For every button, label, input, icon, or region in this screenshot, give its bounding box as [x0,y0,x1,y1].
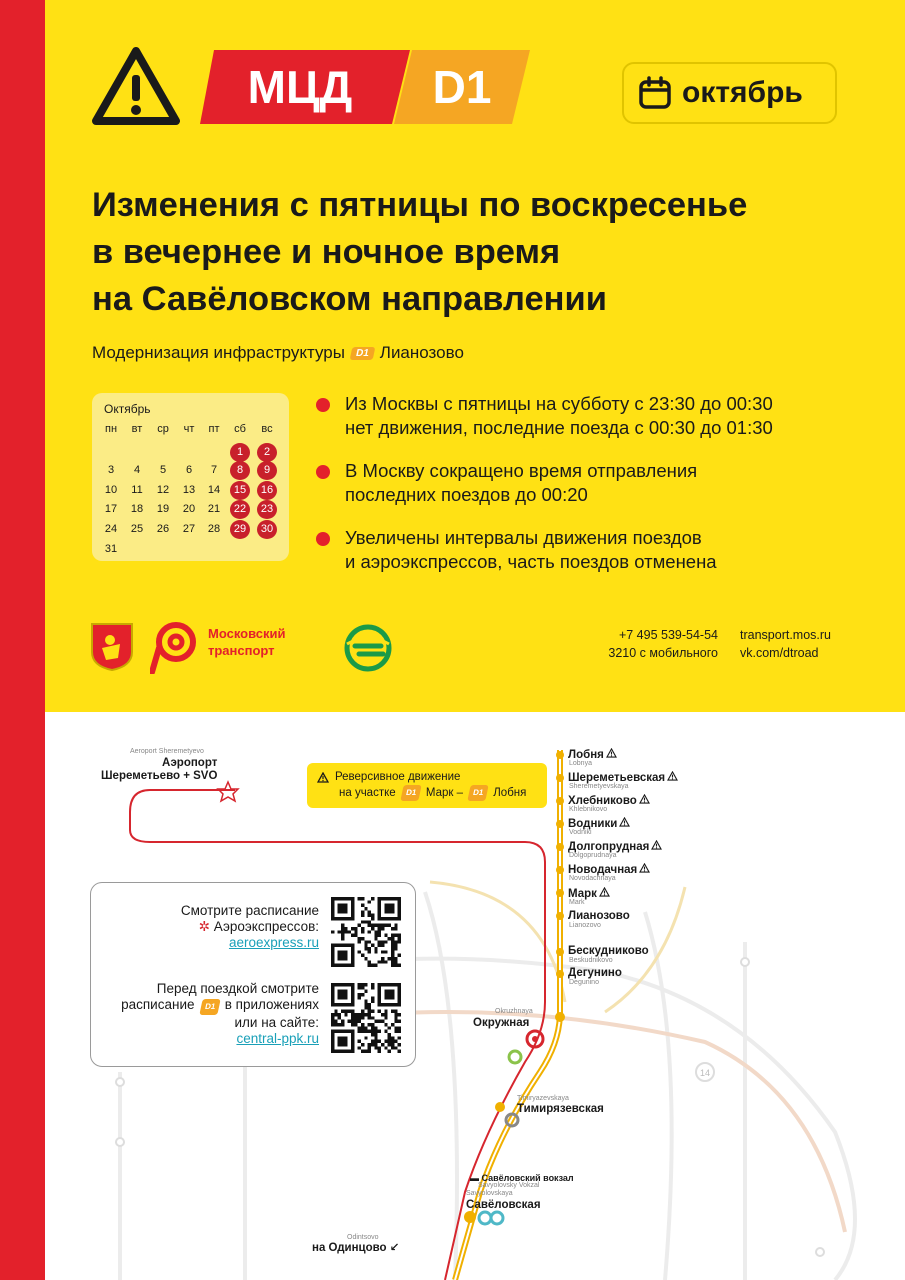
savel-station: Савёловская [466,1199,541,1211]
warning-icon [317,772,329,783]
calendar-day-highlighted: 9 [257,461,277,480]
calendar-day: 7 [210,464,218,476]
red-side-strip [0,0,45,1280]
warning-icon [599,887,610,897]
calendar-weekday: пн [104,423,118,435]
odintsovo-sub: Odintsovo [347,1234,379,1241]
calendar-day: 25 [130,523,144,535]
savvokzal-text: Савёловский вокзал [481,1173,574,1183]
station-name-text: Новодачная [568,864,638,876]
bullet-line: В Москву сокращено время отправления [345,460,698,481]
station-subname: Degunino [569,979,599,986]
ppk-qr-code[interactable] [331,983,401,1053]
station-subname: Novodachnaya [569,875,616,882]
station-name [568,967,622,979]
calendar-day: 31 [104,543,118,555]
page-title [92,182,882,323]
d1-mini-badge: D1 [199,999,221,1015]
odintsovo-text: на Одинцово [312,1242,387,1254]
calendar-day-highlighted: 29 [230,520,250,539]
central-ppk-link[interactable]: central-ppk.ru [236,1031,319,1046]
warning-icon [639,863,650,873]
calendar-day: 24 [104,523,118,535]
calendar-weekday: сб [234,423,246,435]
station-subname: Lianozovo [569,922,601,929]
station-name-text: Дегунино [568,967,622,979]
vk-link[interactable]: vk.com/dtroad [740,646,819,660]
title-line: в вечернее и ночное время [92,233,561,271]
station-name-text: Лобня [568,749,604,761]
moscow-transport-name [208,625,286,659]
mt-line: Московский [208,626,286,641]
ring-number: 14 [699,1068,711,1078]
station-name-text: Лианозово [568,910,630,922]
warning-icon [606,748,617,758]
calendar-day: 11 [131,484,143,496]
calendar-day: 12 [156,484,170,496]
calendar-weekday: чт [183,423,195,435]
ppk-text [121,981,319,1047]
mobile-number: 3210 с мобильного [608,646,718,660]
bullet-dot [316,532,330,546]
station-subname: Khlebnikovo [569,806,608,813]
brand-left-text: МЦД [247,61,353,113]
bullet-text [345,526,717,574]
station-name-text: Водники [568,818,618,830]
calendar-day: 4 [133,464,141,476]
bullet-line: и аэроэкспрессов, часть поездов отменена [345,551,717,572]
calendar-weekday: ср [157,423,169,435]
odintsovo-direction: на Одинцово ↙ [312,1242,400,1254]
subtitle [92,343,464,363]
bullet-text [345,392,773,440]
airport-sub: Aeroport Sheremetyevo [130,748,204,755]
station-name-text: Шереметьевская [568,772,666,784]
calendar-weekday: пт [208,423,220,435]
calendar-day: 18 [130,503,144,515]
web-contacts [740,626,831,662]
warning-icon [667,771,678,781]
airport-name: Шереметьево + SVO [101,770,218,782]
mcd-d1-logo [200,50,530,124]
station-name-text: Хлебниково [568,795,637,807]
station-name [568,945,649,957]
calendar-day: 3 [107,464,115,476]
airport-name: Аэропорт [162,757,218,769]
calendar-day-highlighted: 23 [257,500,277,519]
ppk-prefix: расписание [121,997,195,1012]
subtitle-prefix: Модернизация инфраструктуры [92,343,345,362]
station-name [568,910,630,922]
reverse-prefix: на участке [339,787,396,799]
bullet-text [345,459,697,507]
calendar-day: 14 [207,484,221,496]
timiryazev-sub: Timiryazevskaya [517,1095,569,1102]
station-subname: Mark [569,899,585,906]
site-link[interactable]: transport.mos.ru [740,628,832,642]
ppk-suffix: в приложениях [224,997,319,1012]
reverse-traffic-note [307,763,547,808]
station-subname: Dolgoprudnaya [569,852,617,859]
calendar-day: 26 [156,523,170,535]
calendar-day-highlighted: 8 [230,461,250,480]
october-calendar [92,393,289,561]
month-badge-text: октябрь [682,76,803,109]
schedule-info-box [90,882,416,1067]
reverse-line1: Реверсивное движение [335,771,461,783]
okruzhnaya-sub: Okruzhnaya [495,1008,533,1015]
moscow-transport-logo-icon [150,620,198,674]
calendar-weekday: вс [261,423,273,435]
calendar-day: 19 [156,503,170,515]
ppk-line [121,997,319,1015]
calendar-day-highlighted: 22 [230,500,250,519]
ppk-logo-icon [343,624,393,672]
calendar-day-highlighted: 1 [230,443,250,462]
calendar-day: 21 [207,503,221,515]
reverse-from: Марк – [425,787,464,799]
station-name-text: Бескудниково [568,945,649,957]
calendar-day: 20 [182,503,196,515]
ppk-line: Перед поездкой смотрите [156,981,319,996]
calendar-day-highlighted: 30 [257,520,277,539]
phone-contacts [600,626,718,662]
reverse-to: Лобня [493,787,527,799]
station-name-text: Долгопрудная [568,841,650,853]
station-subname: Sheremetyevskaya [569,783,629,790]
station-subname: Beskudnikovo [569,957,613,964]
calendar-day-highlighted: 15 [230,481,250,500]
title-line: Изменения с пятницы по воскресенье [92,186,748,224]
calendar-day: 5 [159,464,167,476]
bullet-dot [316,398,330,412]
timiryazev-station: Тимирязевская [517,1103,604,1115]
calendar-icon [638,76,672,110]
calendar-day: 10 [104,484,118,496]
station-name-text: Марк [568,888,597,900]
bullet-line: последних поездов до 00:20 [345,484,588,505]
bullet-dot [316,465,330,479]
okruzhnaya-station: Окружная [473,1017,530,1029]
calendar-day: 27 [182,523,196,535]
bullet-line: Из Москвы с пятницы на субботу с 23:30 до 00:30 [345,393,773,414]
subtitle-station: Лианозово [379,343,464,362]
moscow-coat-of-arms-icon [90,622,134,672]
bullet-line: нет движения, последние поезда с 00:30 до 01:30 [345,417,773,438]
calendar-day: 6 [185,464,193,476]
calendar-day: 17 [104,503,118,515]
aero-line: ✲ Аэроэкспрессов: [198,919,319,934]
aero-line2: Аэроэкспрессов: [213,919,319,934]
calendar-weekday: вт [131,423,143,435]
savel-sub: Savyolovskaya [466,1190,513,1197]
month-badge [622,62,837,124]
calendar-month: Октябрь [104,402,151,416]
station-subname: Vodniki [569,829,592,836]
d1-mini-badge: D1 [350,347,376,360]
aero-text [181,903,319,951]
warning-icon [90,45,182,129]
station-subname: Lobnya [569,760,592,767]
title-line: на Савёловском направлении [92,280,607,318]
warning-icon [651,840,662,850]
calendar-day-highlighted: 2 [257,443,277,462]
savvokzal-sub: Savyolovsky Vokzal [478,1182,540,1189]
phone-number[interactable]: +7 495 539-54-54 [618,628,718,642]
warning-icon [639,794,650,804]
brand-right-text: D1 [432,61,492,113]
d1-mini-badge: D1 [400,785,422,801]
aeroexpress-link[interactable]: aeroexpress.ru [228,935,319,950]
bullet-line: Увеличены интервалы движения поездов [345,527,702,548]
calendar-day: 28 [207,523,221,535]
calendar-day-highlighted: 16 [257,481,277,500]
calendar-day: 13 [182,484,196,496]
aeroexpress-qr-code[interactable] [331,897,401,967]
mt-line: транспорт [208,643,275,658]
warning-icon [619,817,630,827]
savvokzal-station: ▬ Савёловский вокзал [470,1173,574,1183]
d1-mini-badge: D1 [467,785,489,801]
aero-line: Смотрите расписание [180,903,319,918]
ppk-line: или на сайте: [234,1015,319,1030]
